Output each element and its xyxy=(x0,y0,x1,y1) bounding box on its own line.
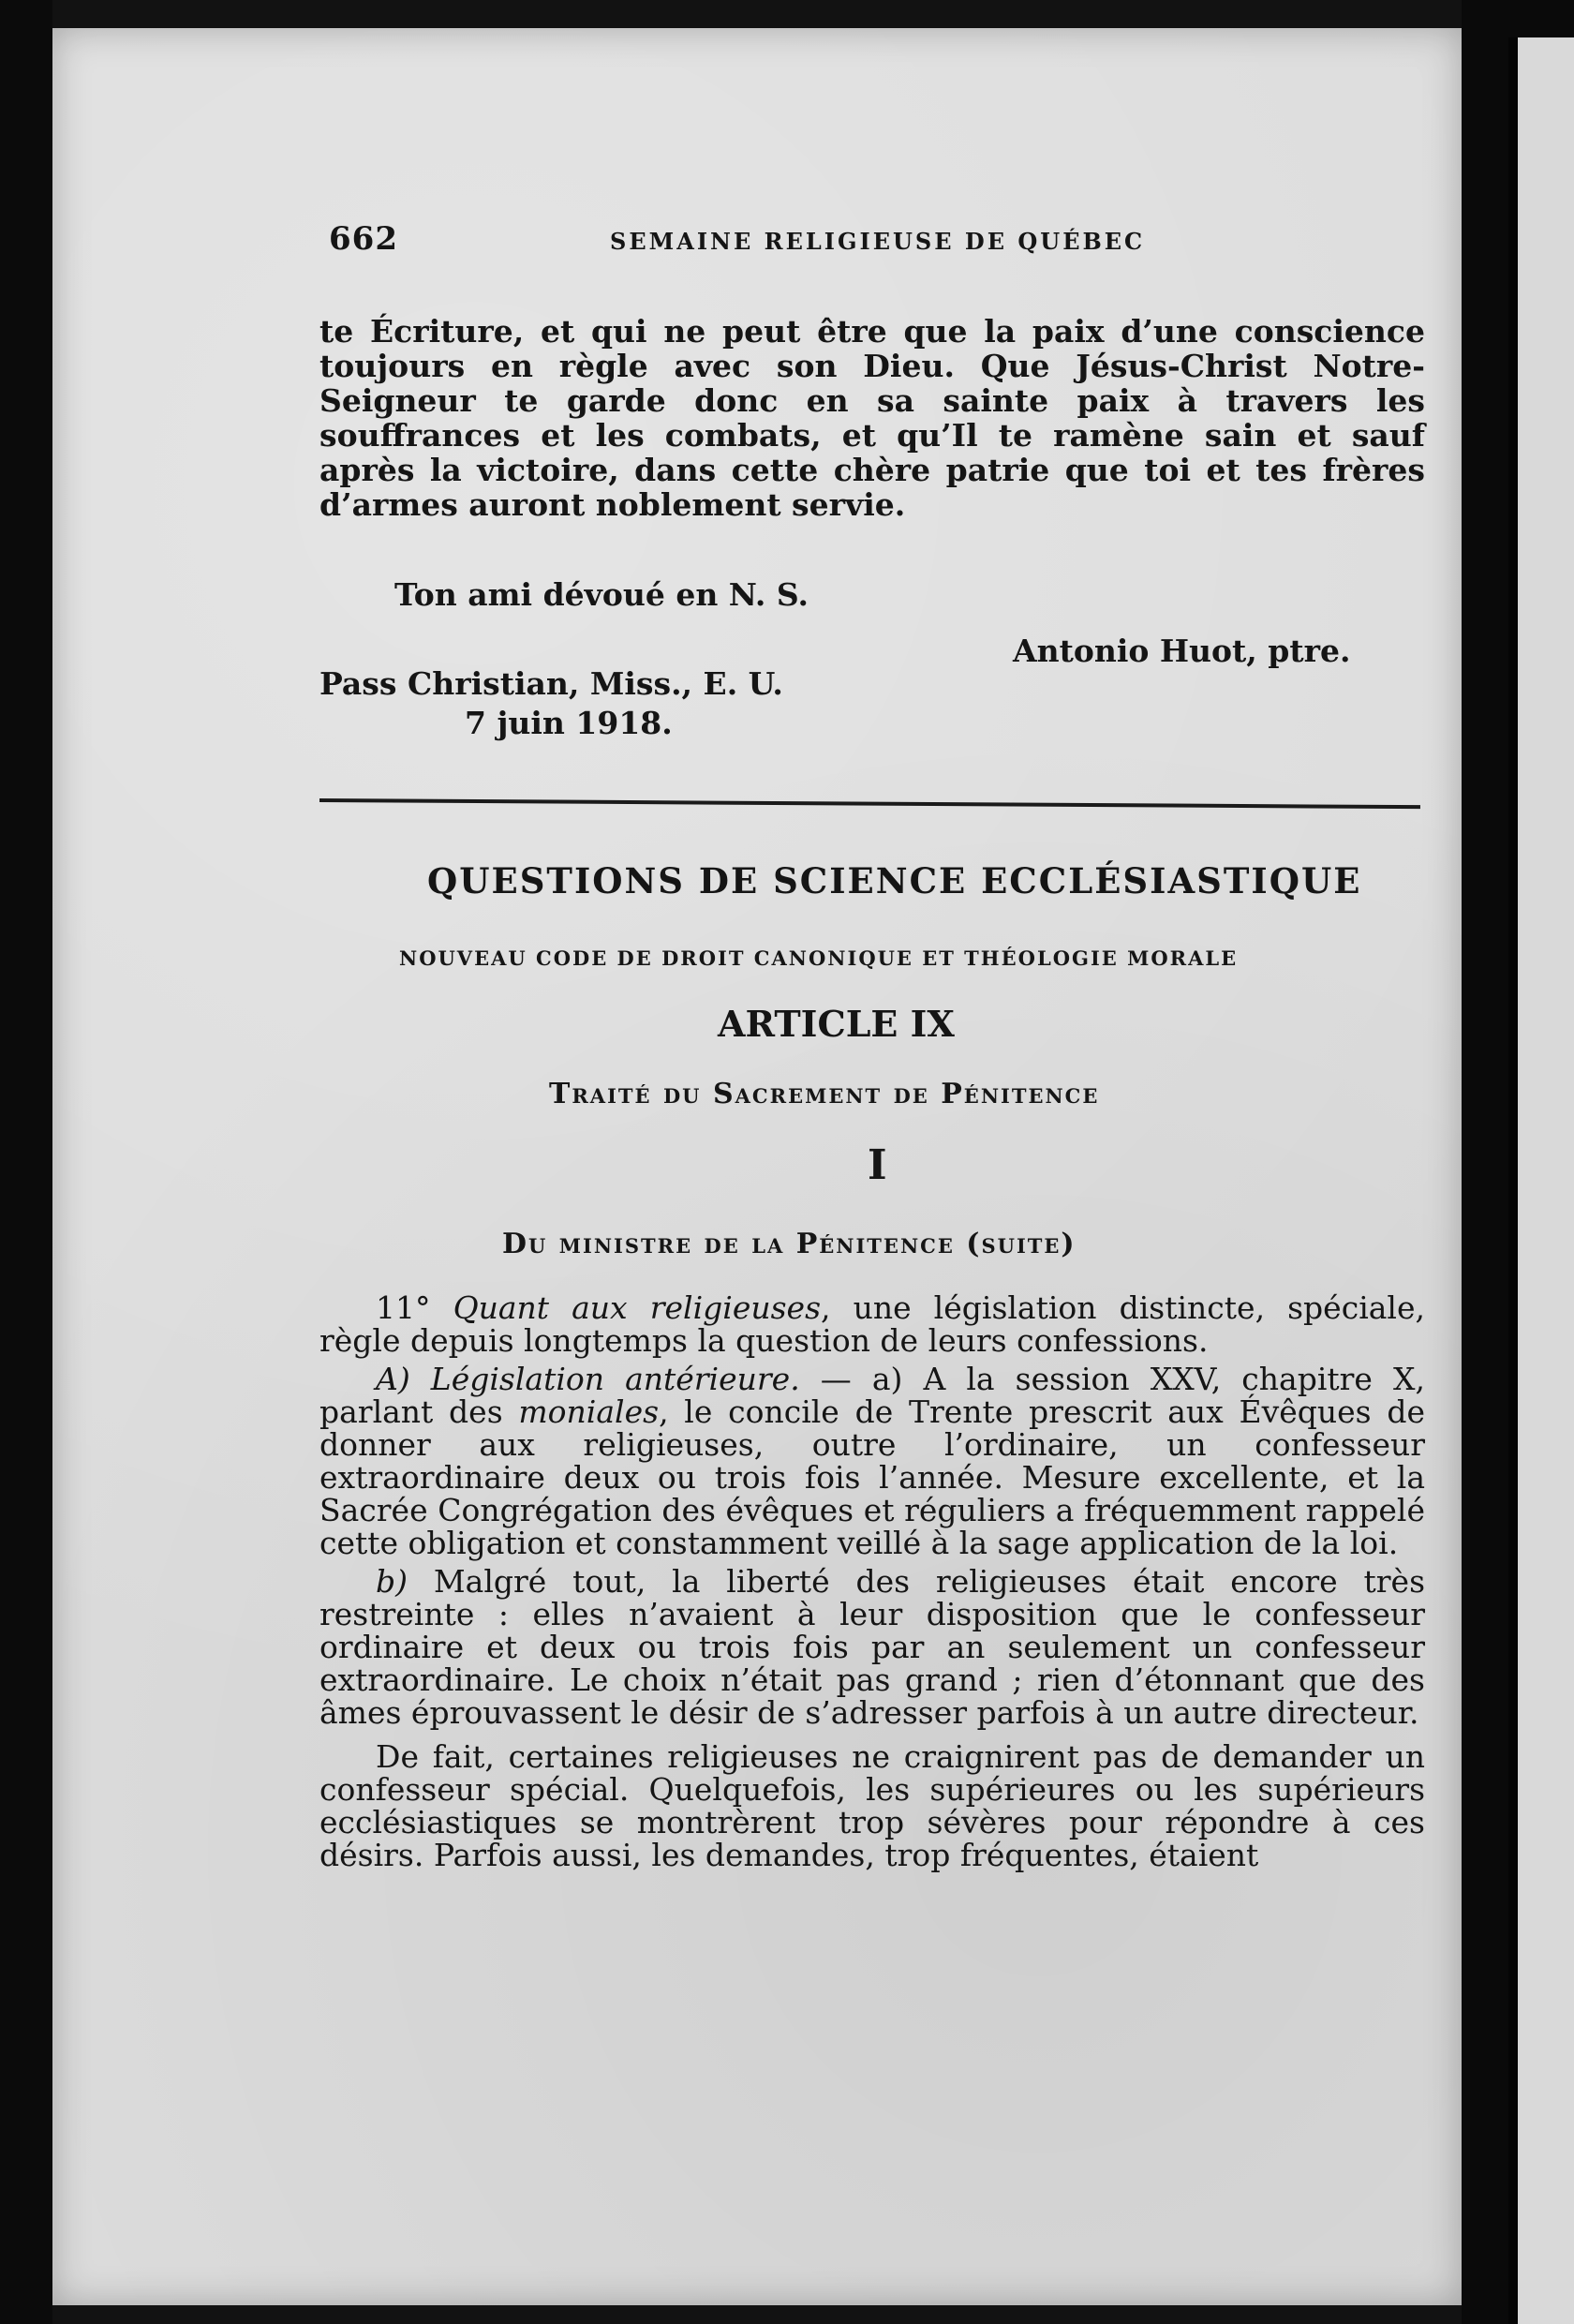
article-title: ARTICLE IX xyxy=(718,1003,955,1045)
body-paragraph-1 xyxy=(319,1291,1425,1357)
paragraph-number: 11° xyxy=(376,1289,453,1326)
section-marker: I xyxy=(868,1141,887,1189)
section-subheading: NOUVEAU CODE DE DROIT CANONIQUE ET THÉOLOGIE MORALE xyxy=(399,946,1239,970)
paragraph-text: De fait, certaines religieuses ne craignirent pas de demander un confesseur spécial. Quelquefois, les supérieures ou les supérieurs ecclésiastiques se montrèrent trop sévères pour répondre à ces désirs. Parfois aussi, les demandes, trop fréquentes, étaient xyxy=(319,1738,1425,1873)
body-paragraph-3 xyxy=(319,1565,1425,1729)
letter-signature: Antonio Huot, ptre. xyxy=(1013,633,1351,669)
letter-paragraph: te Écriture, et qui ne peut être que la paix d’une conscience toujours en règle avec son Dieu. Que Jésus-Christ Notre-Seigneur te garde donc en sa sainte paix à travers les souffrances et les combats, et qu’Il te ramène sain et sauf après la victoire, dans cette chère patrie que toi et tes frères d’armes auront noblement servie. xyxy=(319,313,1425,523)
body-paragraph-2 xyxy=(319,1363,1425,1559)
letter-date: 7 juin 1918. xyxy=(465,705,673,741)
chapter-title: Du ministre de la Pénitence (suite) xyxy=(502,1228,1077,1260)
letter-closing: Ton ami dévoué en N. S. xyxy=(394,576,809,613)
italic-phrase: Quant aux religieuses xyxy=(453,1289,822,1326)
section-heading: QUESTIONS DE SCIENCE ECCLÉSIASTIQUE xyxy=(427,860,1362,901)
letter-place: Pass Christian, Miss., E. U. xyxy=(319,665,783,702)
article-body xyxy=(319,1291,1425,1871)
paragraph-label: b) xyxy=(376,1563,408,1600)
paragraph-text: Malgré tout, la liberté des religieuses était encore très restreinte : elles n’avaient à leur disposition que le confesseur ordinaire et deux ou trois fois par an seulement un confesseur extraordinaire. Le choix n’était pas grand ; rien d’étonnant que des âmes éprouvassent le désir de s’adresser parfois à un autre directeur. xyxy=(319,1563,1425,1731)
adjacent-page-edge xyxy=(1508,37,1574,2324)
treatise-title: Traité du Sacrement de Pénitence xyxy=(549,1078,1100,1110)
letter-continuation xyxy=(319,314,1425,522)
paragraph-label: A) xyxy=(376,1361,431,1397)
paragraph-text: , le concile de Trente prescrit aux Évêques de donner aux religieuses, outre l’ordinaire, un confesseur extraordinaire deux ou trois fois l’année. Mesure excellente, et la Sacrée Congrégation des évêques et réguliers a fréquemment rappelé cette obligation et constamment veillé à la sage application de la loi. xyxy=(319,1393,1425,1561)
running-head xyxy=(329,220,1266,267)
italic-phrase: moniales xyxy=(518,1393,660,1430)
page-number: 662 xyxy=(329,220,398,258)
film-margin-left xyxy=(0,0,52,2324)
italic-phrase: Législation antérieure. xyxy=(430,1361,800,1397)
journal-title: SEMAINE RELIGIEUSE DE QUÉBEC xyxy=(610,228,1146,255)
paragraph-text: — a) A la session XXV, chapitre X, parlant des xyxy=(319,1361,1426,1430)
section-divider xyxy=(319,798,1420,809)
document-page xyxy=(52,28,1462,2305)
body-paragraph-4 xyxy=(319,1740,1425,1871)
paragraph-text: , une législation distincte, spéciale, règle depuis longtemps la question de leurs confessions. xyxy=(319,1289,1425,1359)
